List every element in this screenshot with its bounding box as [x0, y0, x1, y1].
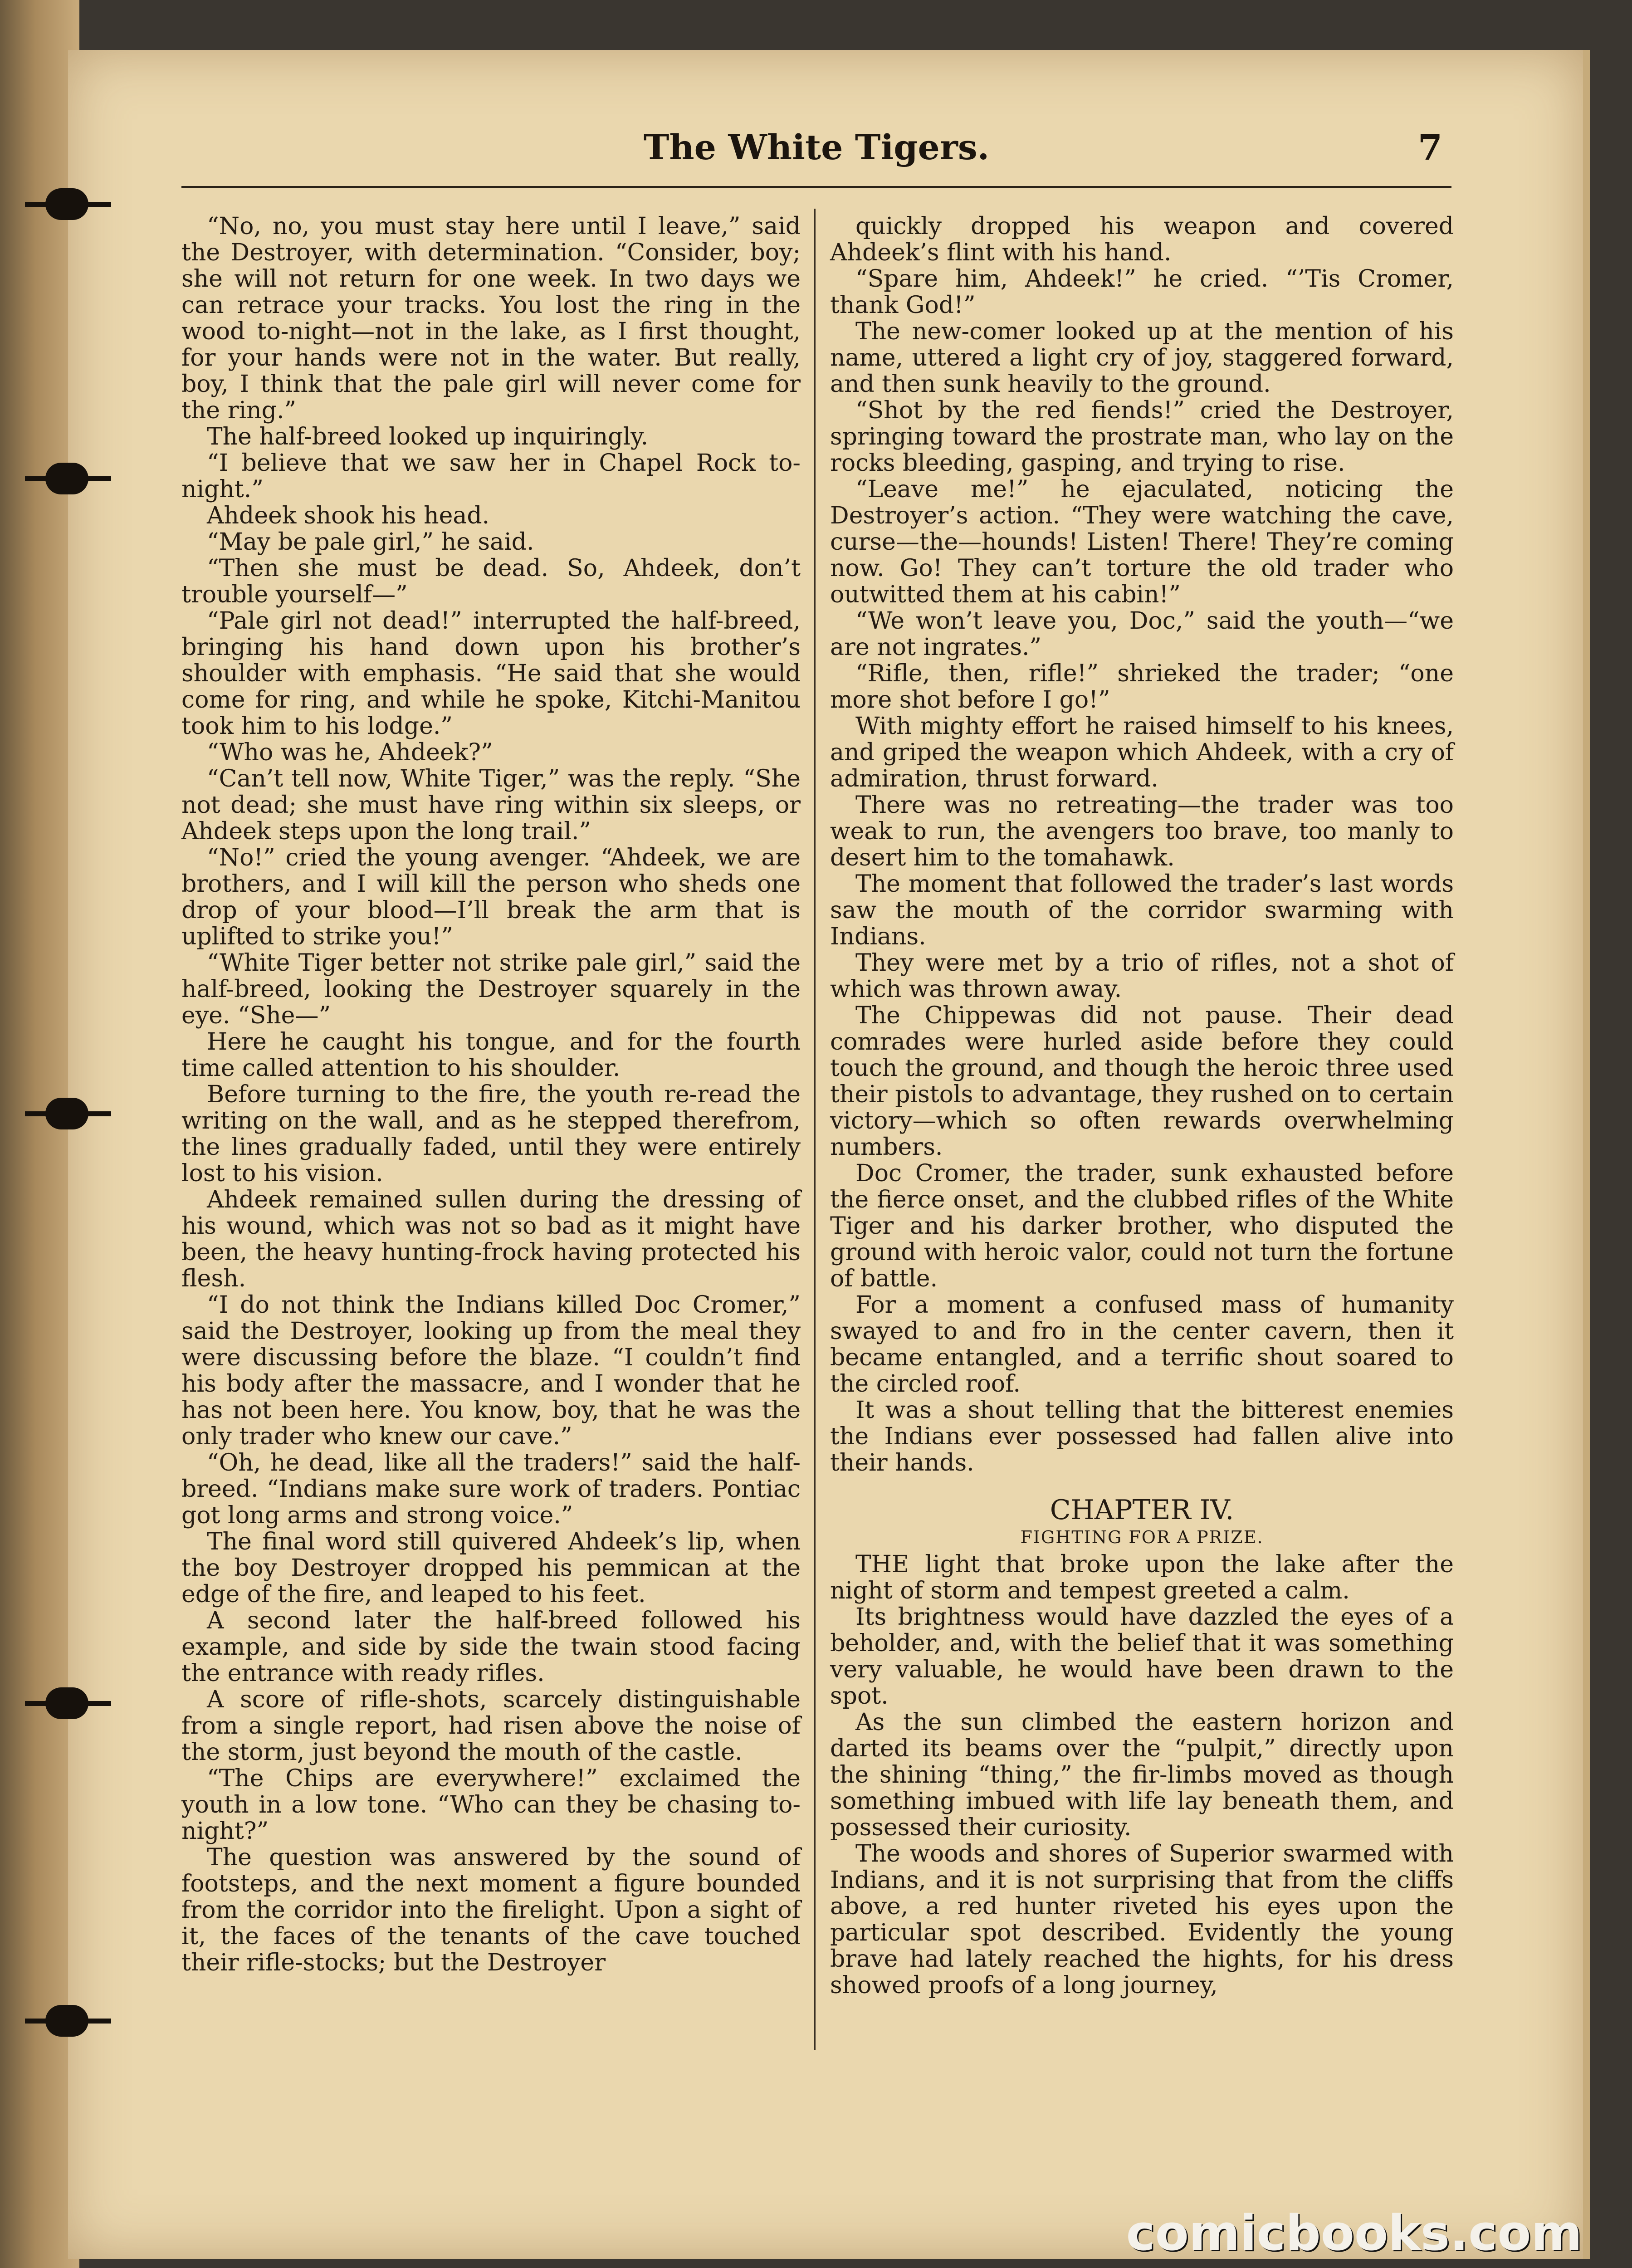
paragraph: Before turning to the fire, the youth re-read the writing on the wall, and as he stepped therefrom, the lines gradually faded, until they were entirely lost to his vision. — [181, 1081, 801, 1187]
paragraph: They were met by a trio of rifles, not a shot of which was thrown away. — [830, 949, 1454, 1003]
chapter-heading: CHAPTER IV. — [1050, 1494, 1234, 1526]
paragraph: The new-comer looked up at the mention of his name, uttered a light cry of joy, staggered forward, and then sunk heavily to the ground. — [830, 318, 1454, 398]
paragraph: Ahdeek shook his head. — [207, 502, 490, 529]
staple-mark — [45, 1687, 88, 1719]
paragraph: A score of rifle-shots, scarcely distinguishable from a single report, had risen above the noise of the storm, just beyond the mouth of the castle. — [181, 1686, 801, 1766]
paragraph: “Who was he, Ahdeek?” — [207, 739, 493, 766]
paragraph: “Leave me!” he ejaculated, noticing the Destroyer’s action. “They were watching the cave, curse—the—hounds! Listen! There! They’re coming now. Go! They can’t torture the old trader who outwitted them at his cabin!” — [830, 476, 1454, 608]
paragraph: “White Tiger better not strike pale girl,” said the half-breed, looking the Destroyer squarely in the eye. “She—” — [181, 949, 801, 1029]
paragraph: Its brightness would have dazzled the eyes of a beholder, and, with the belief that it was something very valuable, he would have been drawn to the spot. — [830, 1603, 1454, 1710]
staple-mark — [45, 2005, 88, 2037]
binding-gutter — [0, 0, 79, 2268]
chapter-text — [830, 1551, 1454, 1999]
page-header — [181, 118, 1451, 188]
paragraph: “Then she must be dead. So, Ahdeek, don’t trouble yourself—” — [181, 555, 801, 608]
paragraph: THE light that broke upon the lake after the night of storm and tempest greeted a calm. — [830, 1551, 1454, 1604]
left-column — [181, 213, 801, 1976]
paragraph: “Rifle, then, rifle!” shrieked the trader; “one more shot before I go!” — [830, 660, 1454, 714]
paragraph: Ahdeek remained sullen during the dressing of his wound, which was not so bad as it might have been, the heavy hunting-frock having protected his flesh. — [181, 1186, 801, 1292]
paragraph: The Chippewas did not pause. Their dead comrades were hurled aside before they could touch the ground, and though the heroic three used their pistols to advantage, they rushed on to certain victory—which so often rewards overwhelming numbers. — [830, 1002, 1454, 1161]
paragraph: “I believe that we saw her in Chapel Rock to-night.” — [181, 450, 801, 503]
paragraph: The final word still quivered Ahdeek’s lip, when the boy Destroyer dropped his pemmican at the edge of the fire, and leaped to his feet. — [181, 1528, 801, 1608]
paragraph: For a moment a confused mass of humanity swayed to and fro in the center cavern, then it became entangled, and a terrific shout soared to the circled roof. — [830, 1291, 1454, 1398]
staple-mark — [45, 1098, 88, 1129]
paragraph: “We won’t leave you, Doc,” said the youth—“we are not ingrates.” — [830, 607, 1454, 661]
paragraph: “Pale girl not dead!” interrupted the half-breed, bringing his hand down upon his brother’s shoulder with emphasis. “He said that she would come for ring, and while he spoke, Kitchi-Manitou took him to his lodge.” — [181, 607, 801, 740]
right-column — [830, 213, 1454, 1999]
staple-mark — [45, 188, 88, 220]
column-divider — [814, 209, 816, 2050]
running-title: The White Tigers. — [643, 127, 990, 167]
paragraph: With mighty effort he raised himself to his knees, and griped the weapon which Ahdeek, with a cry of admiration, thrust forward. — [830, 713, 1454, 792]
paragraph: A second later the half-breed followed his example, and side by side the twain stood facing the entrance with ready rifles. — [181, 1607, 801, 1687]
paragraph: “Can’t tell now, White Tiger,” was the reply. “She not dead; she must have ring within six sleeps, or Ahdeek steps upon the long trail.” — [181, 765, 801, 845]
paragraph: It was a shout telling that the bitterest enemies the Indians ever possessed had fallen alive into their hands. — [830, 1397, 1454, 1476]
watermark: comicbooks.com — [1126, 2205, 1582, 2262]
staple-mark — [45, 463, 88, 494]
paragraph: “No, no, you must stay here until I leave,” said the Destroyer, with determination. “Consider, boy; she will not return for one week. In two days we can retrace your tracks. You lost the ring in the wood to-night—not in the lake, as I first thought, for your hands were not in the water. But really, boy, I think that the pale girl will never come for the ring.” — [181, 213, 801, 424]
paragraph: As the sun climbed the eastern horizon and darted its beams over the “pulpit,” directly upon the shining “thing,” the fir-limbs moved as though something imbued with life lay beneath them, and possessed their curiosity. — [830, 1709, 1454, 1841]
paragraph: “Shot by the red fiends!” cried the Destroyer, springing toward the prostrate man, who lay on the rocks bleeding, gasping, and trying to rise. — [830, 397, 1454, 477]
page-edge — [1583, 50, 1590, 2259]
chapter-subtitle: FIGHTING FOR A PRIZE. — [1020, 1527, 1264, 1547]
paragraph: The woods and shores of Superior swarmed with Indians, and it is not surprising that from the cliffs above, a red hunter riveted his eyes upon the particular spot described. Evidently the young brave had lately reached the hights, for his dress showed proofs of a long journey, — [830, 1840, 1454, 1999]
paragraph: The question was answered by the sound of footsteps, and the next moment a figure bounded from the corridor into the firelight. Upon a sight of it, the faces of the tenants of the cave touched their rifle-stocks; but the Destroyer — [181, 1844, 801, 1976]
paragraph: “The Chips are everywhere!” exclaimed the youth in a low tone. “Who can they be chasing to-night?” — [181, 1765, 801, 1845]
paragraph: quickly dropped his weapon and covered Ahdeek’s flint with his hand. — [830, 213, 1454, 266]
page-number: 7 — [1417, 127, 1442, 168]
paragraph: Doc Cromer, the trader, sunk exhausted before the fierce onset, and the clubbed rifles of the White Tiger and his darker brother, who disputed the ground with heroic valor, could not turn the fortune of battle. — [830, 1160, 1454, 1292]
paragraph: There was no retreating—the trader was too weak to run, the avengers too brave, too manly to desert him to the tomahawk. — [830, 792, 1454, 871]
paragraph: “May be pale girl,” he said. — [207, 528, 534, 556]
right-column-text — [830, 213, 1454, 1476]
paragraph: The moment that followed the trader’s last words saw the mouth of the corridor swarming with Indians. — [830, 870, 1454, 950]
paragraph: Here he caught his tongue, and for the fourth time called attention to his shoulder. — [181, 1028, 801, 1082]
paragraph: “Spare him, Ahdeek!” he cried. “’Tis Cromer, thank God!” — [830, 265, 1454, 319]
paragraph: “I do not think the Indians killed Doc Cromer,” said the Destroyer, looking up from the meal they were discussing before the blaze. “I couldn’t find his body after the massacre, and I wonder that he has not been here. You know, boy, that he was the only trader who knew our cave.” — [181, 1291, 801, 1450]
paragraph: “No!” cried the young avenger. “Ahdeek, we are brothers, and I will kill the person who sheds one drop of your blood—I’ll break the arm that is uplifted to strike you!” — [181, 844, 801, 950]
paragraph: The half-breed looked up inquiringly. — [207, 423, 649, 450]
paragraph: “Oh, he dead, like all the traders!” said the half-breed. “Indians make sure work of traders. Pontiac got long arms and strong voice.” — [181, 1449, 801, 1529]
